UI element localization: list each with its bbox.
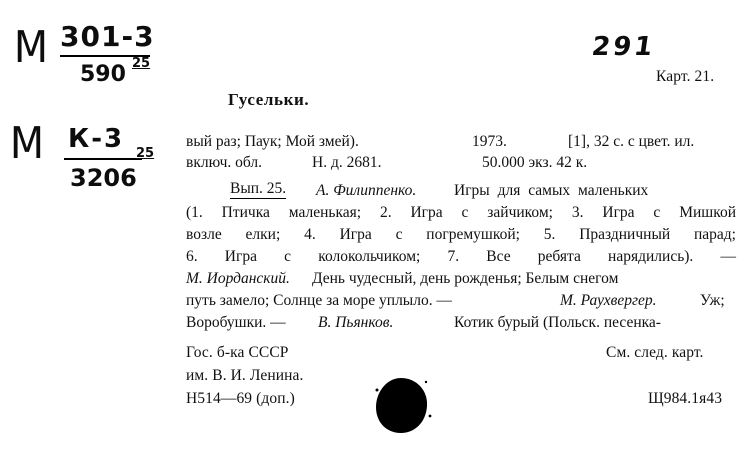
entry-line-2-pubno: Н. д. 2681. — [312, 154, 382, 171]
library-name-line-2: им. В. И. Ленина. — [186, 367, 304, 384]
handwritten-code-bottom: К-3 — [68, 124, 125, 154]
entry-line-3-text: Игры для самых маленьких — [454, 182, 649, 199]
composer-iordansky: М. Иорданский. — [186, 270, 290, 287]
entry-line-5: возле елки; 4. Игра с погремушкой; 5. Праздничный парад; — [186, 226, 736, 243]
entry-line-9-end: Котик бурый (Польск. песенка- — [454, 314, 661, 331]
entry-line-4: (1. Птичка маленькая; 2. Игра с зайчиком; 3. Игра с Мишкой — [186, 204, 736, 221]
handwritten-code-top: 301-3 — [60, 20, 155, 53]
handwritten-superscript-bottom: 25 — [136, 146, 155, 161]
handwritten-letter-m-top: М — [13, 22, 49, 73]
ink-blot — [368, 372, 434, 438]
handwritten-corner-number: 291 — [589, 32, 658, 62]
handwritten-letter-m-bottom: М — [9, 118, 45, 169]
entry-line-8-end: Уж; — [700, 292, 725, 309]
composer-rauchverger: М. Раухвергер. — [560, 292, 657, 309]
composer-pyankov: В. Пьянков. — [318, 314, 394, 331]
handwritten-superscript-top: 25 — [132, 56, 151, 71]
entry-line-1-pages: [1], 32 с. с цвет. ил. — [568, 133, 695, 150]
handwritten-number-top: 590 — [80, 62, 126, 87]
library-name-line-1: Гос. б-ка СССР — [186, 344, 289, 361]
entry-line-2-print-run: 50.000 экз. 42 к. — [482, 154, 588, 171]
entry-line-1-contents: вый раз; Паук; Мой змей). — [186, 133, 359, 150]
composer-filippenko: А. Филиппенко. — [316, 182, 417, 199]
entry-line-7-text: День чудесный, день рожденья; Белым снегом — [312, 270, 619, 287]
handwritten-fraction-line-bottom — [64, 158, 142, 160]
issue-number: Вып. 25. — [230, 180, 287, 197]
book-title: Гусельки. — [228, 90, 310, 109]
entry-line-2-cover: включ. обл. — [186, 154, 262, 171]
order-number: Н514—69 (доп.) — [186, 390, 295, 407]
next-card-note: См. след. карт. — [606, 344, 704, 361]
shelf-mark: Щ984.1я43 — [648, 390, 723, 407]
handwritten-number-bottom: 3206 — [70, 164, 137, 192]
entry-line-9-text: Воробушки. — — [186, 314, 286, 331]
entry-line-8-text: путь замело; Солнце за море уплыло. — — [186, 292, 452, 309]
entry-line-6: 6. Игра с колокольчиком; 7. Все ребята нарядились). — — [186, 248, 736, 265]
entry-line-1-year: 1973. — [472, 133, 507, 150]
card-number-label: Карт. 21. — [656, 68, 715, 85]
